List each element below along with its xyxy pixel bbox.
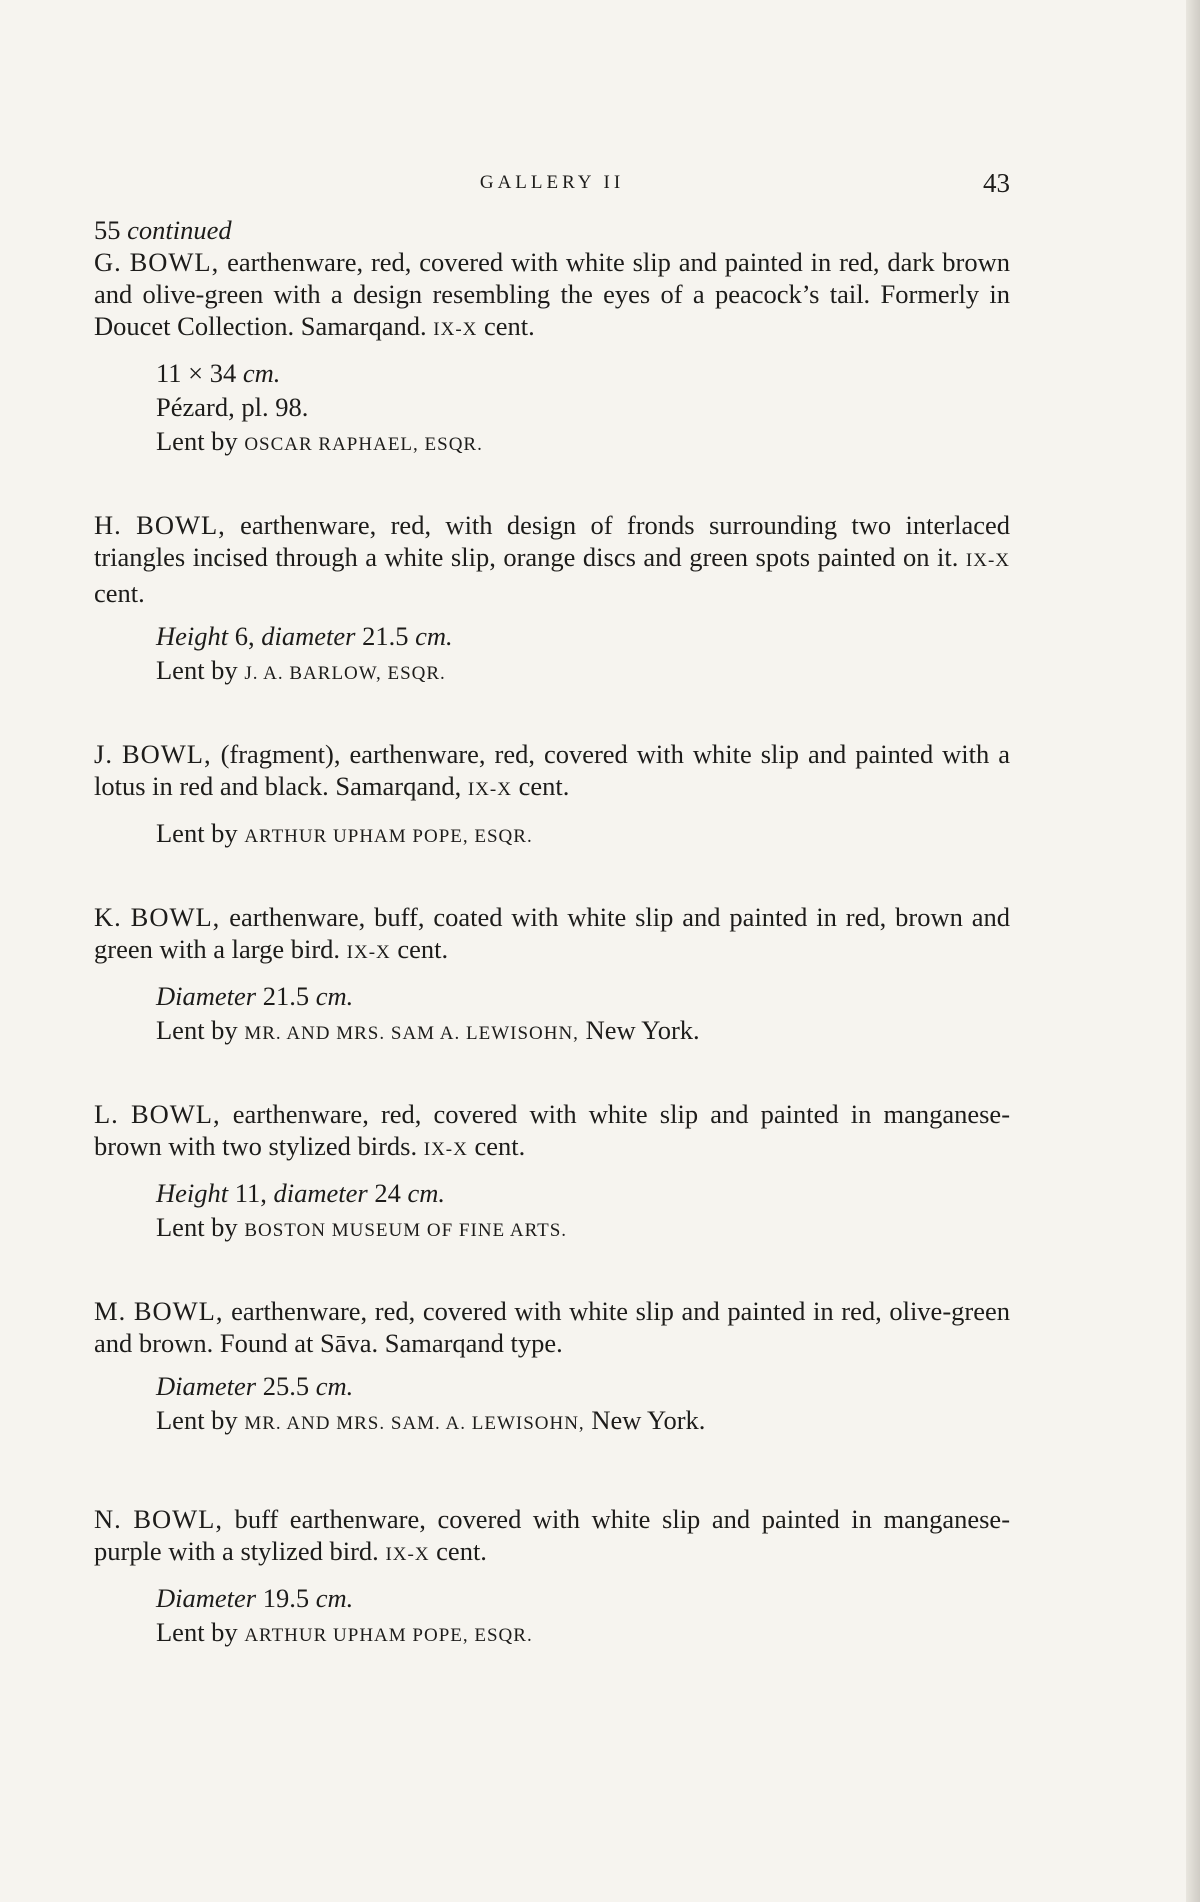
entry-lender-line	[156, 653, 1010, 691]
lender-name: ARTHUR UPHAM POPE, ESQR.	[244, 826, 533, 847]
entry-lender-line	[156, 1210, 1010, 1248]
entry-date: IX-X	[467, 779, 512, 800]
entry-letter: H.	[94, 510, 122, 540]
continuation-number: 55	[94, 215, 121, 245]
entry-letter: N.	[94, 1504, 122, 1534]
entry-lender-line	[156, 1403, 1010, 1441]
entry-lender-line	[156, 816, 1010, 854]
entry-meta	[156, 356, 1010, 462]
entry-dimensions	[156, 1581, 1010, 1615]
dimension-unit: cm.	[315, 1583, 354, 1613]
entry-object-name: BOWL,	[133, 1504, 223, 1534]
entry-spacer	[94, 1441, 1010, 1503]
continuation-text: continued	[127, 215, 232, 245]
entry-letter: L.	[94, 1099, 119, 1129]
entry-date-suffix: cent.	[397, 934, 449, 964]
entry-meta	[156, 619, 1010, 691]
lender-name: MR. AND MRS. SAM A. LEWISOHN,	[244, 1023, 579, 1044]
dimension-label: diameter	[261, 621, 356, 651]
lender-name: MR. AND MRS. SAM. A. LEWISOHN,	[244, 1413, 585, 1434]
entry-text: earthenware, red, covered with white slip and painted in manganese-brown with two stylized birds.	[94, 1099, 1011, 1161]
entry-date-suffix: cent.	[484, 311, 535, 341]
entry-description	[94, 738, 1010, 806]
entry-letter: M.	[94, 1296, 127, 1326]
entry-date: IX-X	[965, 550, 1011, 571]
lender-place: New York.	[585, 1015, 700, 1045]
catalogue-entry-n	[94, 1503, 1010, 1653]
entry-description	[94, 509, 1010, 609]
entry-object-name: BOWL,	[129, 247, 220, 277]
entry-date-suffix: cent.	[436, 1536, 487, 1566]
dimension-unit: cm.	[415, 621, 453, 651]
lent-prefix: Lent by	[156, 655, 238, 685]
page-gutter-shadow	[1186, 0, 1200, 1902]
entry-description	[94, 1098, 1010, 1166]
entry-date: IX-X	[433, 319, 478, 340]
entry-description	[94, 901, 1010, 969]
entry-lender-line	[156, 1013, 1010, 1051]
entry-text: (fragment), earthenware, red, covered with white slip and painted with a lotus in red and black. Samarqand,	[94, 739, 1011, 801]
entry-date-suffix: cent.	[94, 578, 145, 608]
lender-name: J. A. BARLOW, ESQR.	[244, 663, 446, 684]
entry-description	[94, 1295, 1010, 1359]
dimension-label: Diameter	[156, 1583, 257, 1613]
entry-object-name: BOWL,	[130, 902, 221, 932]
entry-date: IX-X	[423, 1139, 468, 1160]
entry-date-suffix: cent.	[518, 771, 570, 801]
catalogue-entry-k	[94, 901, 1010, 1051]
dimension-value: 24	[374, 1178, 401, 1208]
entry-text: earthenware, buff, coated with white slip and painted in red, brown and green with a large bird.	[94, 902, 1011, 964]
catalogue-entry-l	[94, 1098, 1010, 1248]
lender-name: OSCAR RAPHAEL, ESQR.	[244, 434, 483, 455]
page-number: 43	[983, 168, 1010, 198]
page-header	[94, 166, 1010, 206]
entry-meta	[156, 1176, 1010, 1248]
dimension-value: 25.5	[262, 1371, 310, 1401]
catalogue-entry-j	[94, 738, 1010, 854]
dimension-label: Diameter	[156, 981, 257, 1011]
entry-spacer	[94, 691, 1010, 738]
entry-meta	[156, 1369, 1010, 1441]
entry-meta	[156, 979, 1010, 1051]
entry-dimensions	[156, 1176, 1010, 1210]
continuation-label	[94, 214, 1010, 246]
catalogue-entry-h	[94, 509, 1010, 691]
entry-text: buff earthenware, covered with white slip and painted in manganese-purple with a stylized bird.	[94, 1504, 1011, 1566]
dimension-label: Height	[156, 621, 229, 651]
entry-dimensions	[156, 979, 1010, 1013]
entry-text: earthenware, red, with design of fronds surrounding two interlaced triangles incised through a white slip, orange discs and green spots painted on it.	[94, 510, 1011, 572]
catalogue-entry-g	[94, 246, 1010, 462]
dimension-label: Diameter	[156, 1371, 257, 1401]
lender-name: BOSTON MUSEUM OF FINE ARTS.	[244, 1220, 568, 1241]
entry-object-name: BOWL,	[136, 510, 226, 540]
dimension-unit: cm.	[315, 1371, 354, 1401]
entry-lender-line	[156, 424, 1010, 462]
entry-reference: Pézard, pl. 98.	[156, 392, 309, 422]
dimension-value: 11,	[234, 1178, 267, 1208]
entry-meta	[156, 1581, 1010, 1653]
dimension-unit: cm.	[315, 981, 354, 1011]
entry-object-name: BOWL,	[133, 1296, 224, 1326]
dimension-value: 19.5	[262, 1583, 310, 1613]
catalogue-content	[94, 214, 1010, 1653]
dimension-label: diameter	[273, 1178, 368, 1208]
entry-text: earthenware, red, covered with white slip and painted in red, dark brown and olive-green with a design resembling the eyes of a peacock’s tail. Formerly in Doucet Collection. Samarqand.	[94, 247, 1010, 341]
entry-spacer	[94, 854, 1010, 901]
entry-spacer	[94, 462, 1010, 509]
entry-date-suffix: cent.	[474, 1131, 526, 1161]
entry-lender-line	[156, 1615, 1010, 1653]
entry-object-name: BOWL,	[130, 1099, 221, 1129]
dimension-values: 11 × 34	[156, 358, 237, 388]
dimension-unit: cm.	[242, 358, 281, 388]
entry-description	[94, 1503, 1010, 1571]
catalogue-entry-m	[94, 1295, 1010, 1441]
entry-spacer	[94, 1248, 1010, 1295]
entry-dimensions	[156, 356, 1010, 390]
dimension-value: 21.5	[362, 621, 409, 651]
dimension-unit: cm.	[407, 1178, 446, 1208]
entry-dimensions	[156, 1369, 1010, 1403]
dimension-label: Height	[156, 1178, 229, 1208]
running-head: GALLERY II	[479, 172, 625, 193]
entry-letter: J.	[94, 739, 113, 769]
entry-letter: K.	[94, 902, 122, 932]
entry-object-name: BOWL,	[121, 739, 212, 769]
entry-description	[94, 246, 1010, 346]
entry-text: earthenware, red, covered with white slip and painted in red, olive-green and brown. Found at Sāva. Samarqand type.	[94, 1296, 1010, 1358]
dimension-value: 21.5	[262, 981, 310, 1011]
lent-prefix: Lent by	[156, 426, 238, 456]
entry-dimensions	[156, 619, 1010, 653]
entry-meta	[156, 816, 1010, 854]
lent-prefix: Lent by	[156, 1212, 238, 1242]
entry-date: IX-X	[346, 942, 391, 963]
lender-place: New York.	[591, 1405, 706, 1435]
lent-prefix: Lent by	[156, 1015, 238, 1045]
entry-date: IX-X	[385, 1544, 430, 1565]
lent-prefix: Lent by	[156, 1617, 238, 1647]
entry-spacer	[94, 1051, 1010, 1098]
dimension-value: 6,	[234, 621, 255, 651]
lent-prefix: Lent by	[156, 1405, 238, 1435]
lent-prefix: Lent by	[156, 818, 238, 848]
entry-letter: G.	[94, 247, 122, 277]
lender-name: ARTHUR UPHAM POPE, ESQR.	[244, 1625, 533, 1646]
